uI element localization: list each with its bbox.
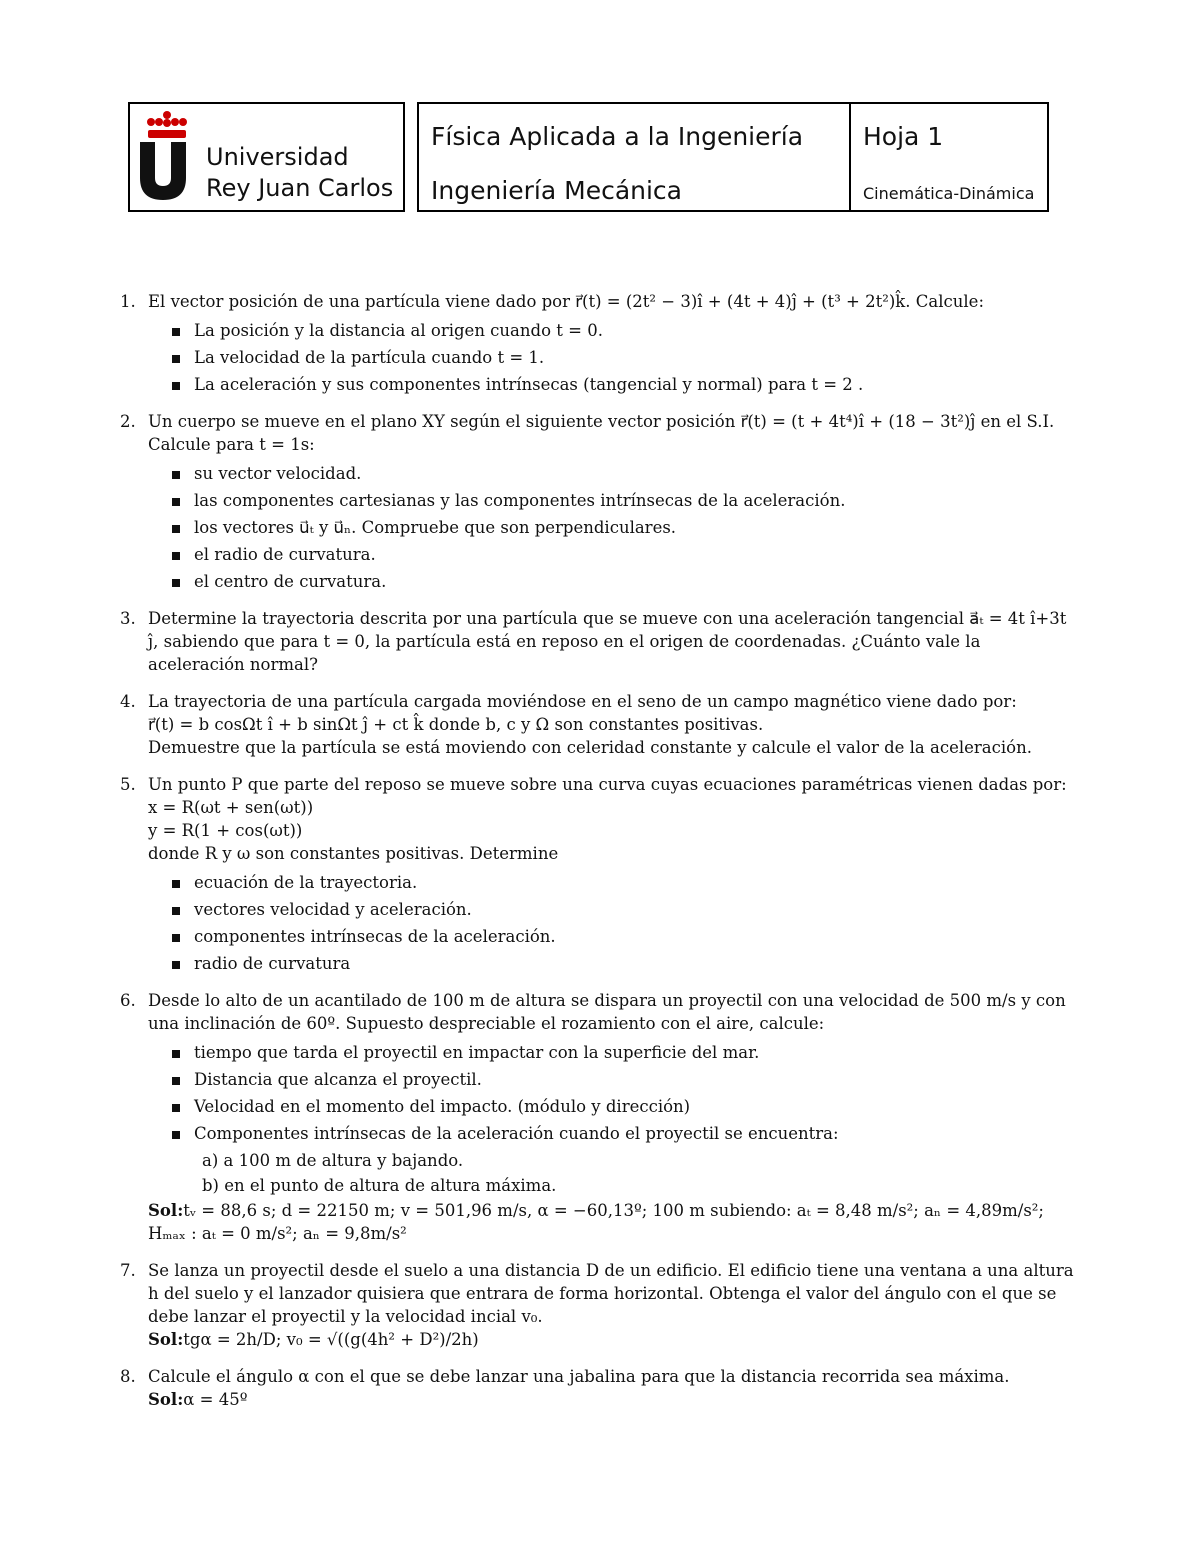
sheet-title: Hoja 1 [863, 122, 944, 151]
problem-statement: Un punto P que parte del reposo se mueve sobre una curva cuyas ecuaciones paramétricas vienen dadas por: [148, 775, 1067, 794]
solution-label: Sol: [148, 1201, 184, 1220]
list-item: Distancia que alcanza el proyectil. [164, 1068, 1080, 1091]
problem-statement: Determine la trayectoria descrita por una partícula que se mueve con una aceleración tangencial a⃗ₜ = 4t î+3t ĵ, sabiendo que para t = 0, la partícula está en reposo en el origen de coordenadas. ¿Cuánto vale la aceleración normal? [148, 609, 1067, 674]
list-item: su vector velocidad. [164, 462, 1080, 485]
list-item: radio de curvatura [164, 952, 1080, 975]
solution [148, 1388, 1080, 1411]
university-logo-box [128, 102, 405, 212]
problem-items [148, 319, 1080, 396]
university-name [206, 142, 393, 204]
degree-name: Ingeniería Mecánica [431, 176, 683, 205]
problem-number: 8. [120, 1367, 136, 1386]
solution [148, 1199, 1080, 1245]
solution-text: tᵥ = 88,6 s; d = 22150 m; v = 501,96 m/s, α = −60,13º; 100 m subiendo: aₜ = 8,48 m/s²; aₙ = 4,89m/s²; Hₘₐₓ : aₜ = 0 m/s²; aₙ = 9,8m/s² [148, 1201, 1044, 1243]
problem-2 [120, 410, 1080, 593]
solution [148, 1328, 1080, 1351]
problem-number: 4. [120, 692, 136, 711]
course-title: Física Aplicada a la Ingeniería [431, 122, 804, 151]
problem-number: 3. [120, 609, 136, 628]
equation-y: y = R(1 + cos(ωt)) [148, 821, 303, 840]
university-u-logo-icon [138, 142, 188, 200]
problem-closing: donde R y ω son constantes positivas. Determine [148, 844, 559, 863]
problem-6 [120, 989, 1080, 1245]
list-item: componentes intrínsecas de la aceleración. [164, 925, 1080, 948]
problem-statement: Calcule el ángulo α con el que se debe lanzar una jabalina para que la distancia recorrida sea máxima. [148, 1367, 1010, 1386]
university-name-line1: Universidad [206, 143, 349, 171]
problem-closing: Demuestre que la partícula se está moviendo con celeridad constante y calcule el valor de la aceleración. [148, 738, 1032, 757]
problem-statement: Un cuerpo se mueve en el plano XY según el siguiente vector posición r⃗(t) = (t + 4t⁴)î + (18 − 3t²)ĵ en el S.I. Calcule para t = 1s: [148, 412, 1055, 454]
sub-item: a) a 100 m de altura y bajando. [202, 1151, 464, 1170]
problem-list [120, 290, 1080, 1425]
problem-4 [120, 690, 1080, 759]
list-item: La aceleración y sus componentes intrínsecas (tangencial y normal) para t = 2 . [164, 373, 1080, 396]
solution-text: tgα = 2h/D; v₀ = √((g(4h² + D²)/2h) [183, 1330, 479, 1349]
solution-label: Sol: [148, 1390, 184, 1409]
list-item: ecuación de la trayectoria. [164, 871, 1080, 894]
sub-items [148, 1149, 1080, 1197]
list-item: los vectores u⃗ₜ y u⃗ₙ. Compruebe que son perpendiculares. [164, 516, 1080, 539]
problem-number: 6. [120, 991, 136, 1010]
sheet-box [849, 102, 1049, 212]
sheet-topic: Cinemática-Dinámica [863, 184, 1035, 203]
problem-statement: La trayectoria de una partícula cargada moviéndose en el seno de un campo magnético viene dado por: [148, 692, 1017, 711]
list-item: el radio de curvatura. [164, 543, 1080, 566]
list-item: La posición y la distancia al origen cuando t = 0. [164, 319, 1080, 342]
solution-text: α = 45º [183, 1390, 248, 1409]
problem-items [148, 871, 1080, 975]
problem-number: 2. [120, 412, 136, 431]
list-item: el centro de curvatura. [164, 570, 1080, 593]
problem-items [148, 1041, 1080, 1145]
problem-5 [120, 773, 1080, 975]
problem-statement: Se lanza un proyectil desde el suelo a una distancia D de un edificio. El edificio tiene una ventana a una altura h del suelo y el lanzador quisiera que entrara de forma horizontal. Obtenga el valor del ángulo con el que se debe lanzar el proyectil y la velocidad incial v₀. [148, 1261, 1074, 1326]
course-box [417, 102, 850, 212]
problem-equation: r⃗(t) = b cosΩt î + b sinΩt ĵ + ct k̂ donde b, c y Ω son constantes positivas. [148, 715, 764, 734]
problem-number: 7. [120, 1261, 136, 1280]
sub-item: b) en el punto de altura de altura máxima. [202, 1176, 557, 1195]
crown-dots-icon [142, 110, 192, 140]
problem-number: 5. [120, 775, 136, 794]
problem-1 [120, 290, 1080, 396]
list-item: La velocidad de la partícula cuando t = 1. [164, 346, 1080, 369]
problem-8 [120, 1365, 1080, 1411]
equation-x: x = R(ωt + sen(ωt)) [148, 798, 314, 817]
list-item: las componentes cartesianas y las componentes intrínsecas de la aceleración. [164, 489, 1080, 512]
list-item: tiempo que tarda el proyectil en impactar con la superficie del mar. [164, 1041, 1080, 1064]
problem-number: 1. [120, 292, 136, 311]
list-item: Componentes intrínsecas de la aceleración cuando el proyectil se encuentra: [164, 1122, 1080, 1145]
list-item: Velocidad en el momento del impacto. (módulo y dirección) [164, 1095, 1080, 1118]
list-item: vectores velocidad y aceleración. [164, 898, 1080, 921]
problem-items [148, 462, 1080, 593]
problem-statement: El vector posición de una partícula viene dado por r⃗(t) = (2t² − 3)î + (4t + 4)ĵ + (t³ + 2t²)k̂. Calcule: [148, 292, 984, 311]
solution-label: Sol: [148, 1330, 184, 1349]
problem-7 [120, 1259, 1080, 1351]
problem-3 [120, 607, 1080, 676]
university-name-line2: Rey Juan Carlos [206, 174, 394, 202]
problem-statement: Desde lo alto de un acantilado de 100 m de altura se dispara un proyectil con una velocidad de 500 m/s y con una inclinación de 60º. Supuesto despreciable el rozamiento con el aire, calcule: [148, 991, 1066, 1033]
